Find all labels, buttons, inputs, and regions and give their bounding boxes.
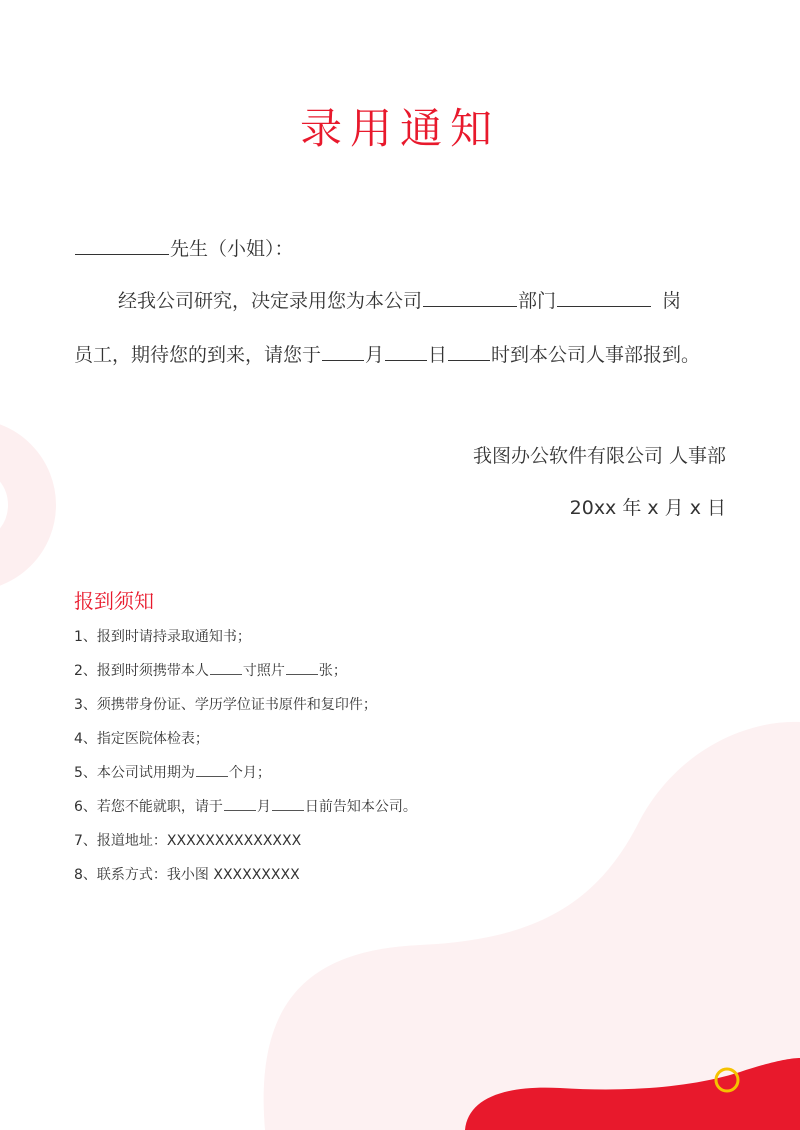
probation-blank	[196, 762, 228, 777]
list-item-text: 8、联系方式：我小图 XXXXXXXXX	[74, 867, 300, 883]
body-line-2	[74, 340, 726, 367]
photo-count-blank	[286, 660, 318, 675]
page-title: 录用通知	[299, 104, 500, 153]
body-text: 员工，期待您的到来，请您于	[74, 344, 322, 366]
list-item-text: 个月；	[228, 765, 271, 781]
notice-title: 报到须知	[74, 589, 154, 613]
signature-date: 20xx 年 x 月 x 日	[569, 497, 726, 519]
list-item-text: 张；	[318, 663, 347, 679]
list-item-text: 6、若您不能就职，请于	[74, 799, 223, 815]
month-blank	[322, 341, 364, 361]
list-item-text: 月	[256, 799, 271, 815]
position-blank	[557, 287, 651, 307]
body-text: 岗	[662, 290, 682, 312]
list-item-text: 4、指定医院体检表；	[74, 731, 209, 747]
list-item-text: 寸照片	[242, 663, 285, 679]
list-item-text: 5、本公司试用期为	[74, 765, 195, 781]
list-item	[74, 756, 417, 790]
day-blank	[385, 341, 427, 361]
notice-list	[74, 620, 417, 892]
department-blank	[423, 287, 517, 307]
list-item-text: 2、报到时须携带本人	[74, 663, 209, 679]
list-item	[74, 858, 417, 892]
name-blank	[75, 235, 169, 255]
hour-blank	[448, 341, 490, 361]
body-text: 经我公司研究，决定录用您为本公司	[118, 290, 423, 312]
body-text: 日	[428, 344, 448, 366]
signature-company: 我图办公软件有限公司 人事部	[472, 445, 726, 467]
notify-month-blank	[224, 796, 256, 811]
body-line-1	[74, 286, 726, 313]
body-text: 时到本公司人事部报到。	[491, 344, 701, 366]
list-item	[74, 824, 417, 858]
list-item-text: 7、报道地址：XXXXXXXXXXXXXX	[74, 833, 302, 849]
salutation-line	[74, 234, 726, 261]
list-item-text: 日前告知本公司。	[304, 799, 417, 815]
list-item	[74, 620, 417, 654]
photo-size-blank	[210, 660, 242, 675]
body-text: 部门	[518, 290, 557, 312]
list-item	[74, 654, 417, 688]
body-text: 月	[365, 344, 385, 366]
list-item	[74, 790, 417, 824]
list-item	[74, 722, 417, 756]
notify-day-blank	[272, 796, 304, 811]
list-item	[74, 688, 417, 722]
list-item-text: 3、须携带身份证、学历学位证书原件和复印件；	[74, 697, 377, 713]
list-item-text: 1、报到时请持录取通知书；	[74, 629, 251, 645]
salutation-text: 先生（小姐）：	[170, 238, 294, 260]
